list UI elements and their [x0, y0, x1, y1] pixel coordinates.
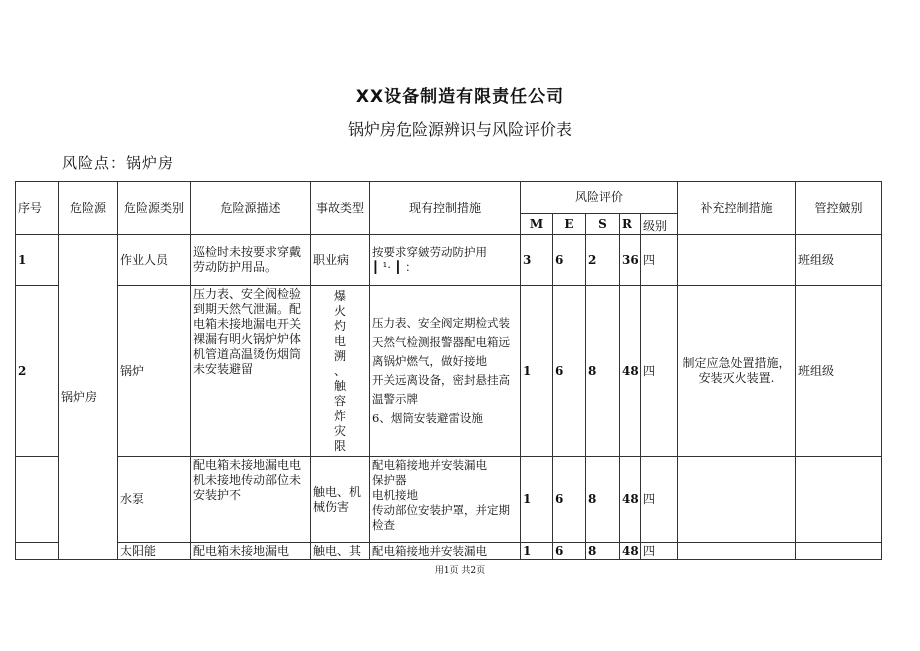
header-source: 危险源: [59, 182, 118, 235]
row-accident: 触电、其: [311, 543, 370, 560]
header-m: M: [521, 214, 553, 235]
measure-line: 检查: [372, 518, 395, 532]
row-control-level: [796, 543, 882, 560]
row-s: 8: [586, 286, 620, 457]
row-seq: [16, 457, 59, 543]
header-e: E: [553, 214, 586, 235]
measure-line: 配电箱接地并安装漏电: [372, 458, 487, 472]
header-supplement: 补充控制措施: [678, 182, 796, 235]
row-control-level: 班组级: [796, 286, 882, 457]
row-r: 48: [620, 457, 641, 543]
row-supplement: 制定应急处置措施，安装灭火装置.: [678, 286, 796, 457]
measure-line: 电机接地: [372, 488, 418, 502]
accident-char: 灼: [333, 318, 346, 333]
row-category: 锅炉: [118, 286, 191, 457]
table-row: [16, 286, 882, 457]
row-m: 1: [521, 457, 553, 543]
accident-char: 容: [333, 393, 346, 408]
table-row: [16, 457, 882, 543]
row-supplement: [678, 543, 796, 560]
row-seq: [16, 543, 59, 560]
header-description: 危险源描述: [191, 182, 311, 235]
accident-char: 火: [333, 303, 346, 318]
measure-line: 配电箱接地并安装漏电: [372, 543, 487, 558]
accident-char: 灾: [333, 423, 346, 438]
measure-line: 6、烟筒安装避雷设施: [372, 411, 483, 425]
measure-line: 保护器: [372, 473, 407, 487]
row-seq: 2: [16, 286, 59, 457]
row-r: 36: [620, 235, 641, 286]
row-level: 四: [641, 286, 678, 457]
page-footer: 用1页 共2页: [434, 566, 486, 576]
header-s: S: [586, 214, 620, 235]
row-supplement: [678, 457, 796, 543]
row-measures: [370, 235, 521, 286]
row-s: 8: [586, 457, 620, 543]
measure-line: 温警示牌: [372, 392, 418, 406]
row-measures: [370, 286, 521, 457]
accident-char: 电: [333, 333, 346, 348]
accident-char: 溯: [333, 348, 346, 363]
header-seq: 序号: [16, 182, 59, 235]
measure-line: 传动部位安装护罩，并定期: [372, 503, 510, 517]
accident-char: 触: [333, 378, 346, 393]
row-e: 6: [553, 543, 586, 560]
table-row: [16, 543, 882, 560]
company-title: XX设备制造有限责任公司: [355, 87, 565, 107]
accident-char: 炸: [333, 408, 346, 423]
row-measures: [370, 457, 521, 543]
measure-line: 压力表、安全阀定期检式装: [372, 316, 510, 330]
row-r: 48: [620, 286, 641, 457]
measure-line: 开关远离设备，密封悬挂高: [372, 373, 510, 387]
row-m: 3: [521, 235, 553, 286]
risk-assessment-table: [15, 181, 882, 560]
accident-char: 限: [333, 438, 346, 453]
row-control-level: 班组级: [796, 235, 882, 286]
row-description: 压力表、安全阀检验到期天然气泄漏。配电箱未接地漏电开关裸漏有明火锅炉炉体机管道高温烫伤烟筒未安装避留: [191, 286, 311, 457]
row-category: 太阳能: [118, 543, 191, 560]
header-measures: 现有控制措施: [370, 182, 521, 235]
measure-line: ┃ ¹· ┃ ：: [372, 260, 417, 274]
merged-source-cell: 锅炉房: [59, 235, 118, 560]
header-evaluation: 风险评价: [521, 182, 678, 214]
row-measures: [370, 543, 521, 560]
row-e: 6: [553, 286, 586, 457]
row-level: 四: [641, 543, 678, 560]
row-category: 作业人员: [118, 235, 191, 286]
row-s: 2: [586, 235, 620, 286]
table-title: 锅炉房危险源辨识与风险评价表: [347, 120, 572, 139]
accident-char: 爆: [333, 288, 346, 303]
row-description: 配电箱未接地漏电电机未接地传动部位未安装护不: [191, 457, 311, 543]
row-accident: 职业病: [311, 235, 370, 286]
row-accident: 触电、机械伤害: [311, 457, 370, 543]
row-r: 48: [620, 543, 641, 560]
row-e: 6: [553, 457, 586, 543]
measure-line: 天然气检测报警器配电箱远: [372, 335, 510, 349]
row-description: 巡检时未按要求穿戴劳动防护用品。: [191, 235, 311, 286]
header-r: R: [620, 214, 641, 235]
header-category: 危险源类别: [118, 182, 191, 235]
row-m: 1: [521, 543, 553, 560]
row-e: 6: [553, 235, 586, 286]
row-seq: 1: [16, 235, 59, 286]
row-level: 四: [641, 235, 678, 286]
header-accident: 事故类型: [311, 182, 370, 235]
row-s: 8: [586, 543, 620, 560]
row-m: 1: [521, 286, 553, 457]
row-category: 水泵: [118, 457, 191, 543]
row-control-level: [796, 457, 882, 543]
accident-char: 、: [333, 363, 346, 378]
table-row: [16, 235, 882, 286]
row-description: 配电箱未接地漏电: [191, 543, 311, 560]
risk-point-label: 风险点：锅炉房: [62, 154, 175, 172]
row-supplement: [678, 235, 796, 286]
measure-line: 离锅炉燃气，做好接地: [372, 354, 487, 368]
row-accident: [311, 286, 370, 457]
measure-line: 按要求穿皴劳动防护用: [372, 245, 487, 259]
row-level: 四: [641, 457, 678, 543]
header-level: 级别: [641, 214, 678, 235]
header-control-level: 管控皴别: [796, 182, 882, 235]
